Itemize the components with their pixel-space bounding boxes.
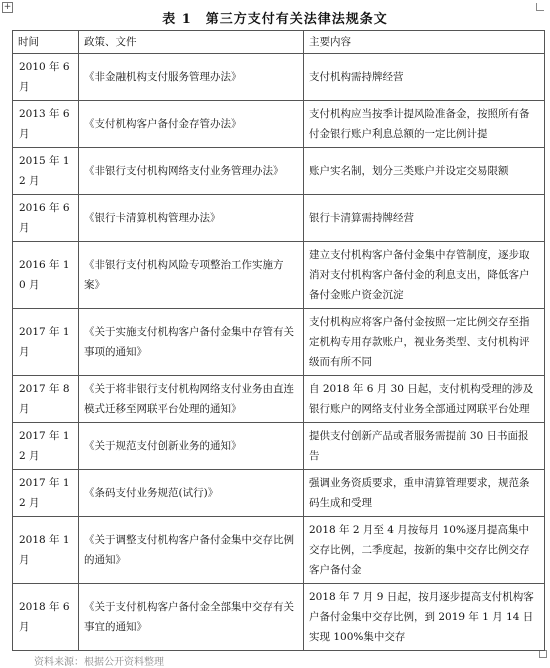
cell-policy: 《关于实施支付机构客户备付金集中存管有关事项的通知》 xyxy=(79,309,304,376)
cell-time: 2010 年 6 月 xyxy=(13,54,79,101)
table-caption: 表 1 第三方支付有关法律法规条文 xyxy=(162,12,388,27)
cell-policy: 《非银行支付机构网络支付业务管理办法》 xyxy=(79,148,304,195)
table-row xyxy=(13,101,545,148)
cell-policy: 《条码支付业务规范(试行)》 xyxy=(79,470,304,517)
cell-content: 自 2018 年 6 月 30 日起，支付机构受理的涉及银行账户的网络支付业务全部通过网联平台处理 xyxy=(304,376,545,423)
header-policy: 政策、文件 xyxy=(79,31,304,54)
table-row xyxy=(13,195,545,242)
cell-content: 建立支付机构客户备付金集中存管制度，逐步取消对支付机构客户备付金的利息支出，降低客户备付金账户资金沉淀 xyxy=(304,242,545,309)
table-row xyxy=(13,423,545,470)
table-move-handle-icon[interactable]: + xyxy=(3,2,12,12)
table-row xyxy=(13,517,545,584)
cell-policy: 《银行卡清算机构管理办法》 xyxy=(79,195,304,242)
cell-policy: 《非银行支付机构风险专项整治工作实施方案》 xyxy=(79,242,304,309)
cell-time: 2017 年 12 月 xyxy=(13,423,79,470)
table-row xyxy=(13,470,545,517)
cell-time: 2017 年 12 月 xyxy=(13,470,79,517)
cell-content: 支付机构应当按季计提风险准备金，按照所有备付金银行账户利息总额的一定比例计提 xyxy=(304,101,545,148)
cell-content: 账户实名制，划分三类账户并设定交易限额 xyxy=(304,148,545,195)
cell-time: 2017 年 1 月 xyxy=(13,309,79,376)
table-row xyxy=(13,309,545,376)
table-row xyxy=(13,584,545,651)
cell-content: 支付机构应将客户备付金按照一定比例交存至指定机构专用存款账户，视业务类型、支付机构评级而有所不同 xyxy=(304,309,545,376)
cell-time: 2013 年 6 月 xyxy=(13,101,79,148)
source-note: 资料来源：根据公开资料整理 xyxy=(34,657,164,668)
cell-policy: 《关于将非银行支付机构网络支付业务由直连模式迁移至网联平台处理的通知》 xyxy=(79,376,304,423)
cell-policy: 《非金融机构支付服务管理办法》 xyxy=(79,54,304,101)
table-body xyxy=(13,54,545,651)
cell-policy: 《关于规范支付创新业务的通知》 xyxy=(79,423,304,470)
cell-content: 银行卡清算需持牌经营 xyxy=(304,195,545,242)
cell-time: 2017 年 8 月 xyxy=(13,376,79,423)
cell-content: 支付机构需持牌经营 xyxy=(304,54,545,101)
cell-time: 2016 年 6 月 xyxy=(13,195,79,242)
table-header-row xyxy=(13,31,545,54)
cell-time: 2018 年 6 月 xyxy=(13,584,79,651)
header-time: 时间 xyxy=(13,31,79,54)
cell-policy: 《关于调整支付机构客户备付金集中交存比例的通知》 xyxy=(79,517,304,584)
cell-policy: 《关于支付机构客户备付金全部集中交存有关事宜的通知》 xyxy=(79,584,304,651)
cell-content: 2018 年 7 月 9 日起，按月逐步提高支付机构客户备付金集中交存比例，到 2019 年 1 月 14 日实现 100%集中交存 xyxy=(304,584,545,651)
cell-content: 强调业务资质要求，重申清算管理要求，规范条码生成和受理 xyxy=(304,470,545,517)
table-row xyxy=(13,376,545,423)
cell-policy: 《支付机构客户备付金存管办法》 xyxy=(79,101,304,148)
cell-time: 2015 年 12 月 xyxy=(13,148,79,195)
table-row xyxy=(13,242,545,309)
table-row xyxy=(13,148,545,195)
table-resize-handle-icon[interactable] xyxy=(539,650,547,658)
cell-time: 2018 年 1 月 xyxy=(13,517,79,584)
table-row xyxy=(13,54,545,101)
cell-content: 2018 年 2 月至 4 月按每月 10%逐月提高集中交存比例，二季度起，按新的集中交存比例交存客户备付金 xyxy=(304,517,545,584)
cell-time: 2016 年 10 月 xyxy=(13,242,79,309)
regulations-table xyxy=(12,30,545,651)
header-content: 主要内容 xyxy=(304,31,545,54)
cell-content: 提供支付创新产品或者服务需提前 30 日书面报告 xyxy=(304,423,545,470)
